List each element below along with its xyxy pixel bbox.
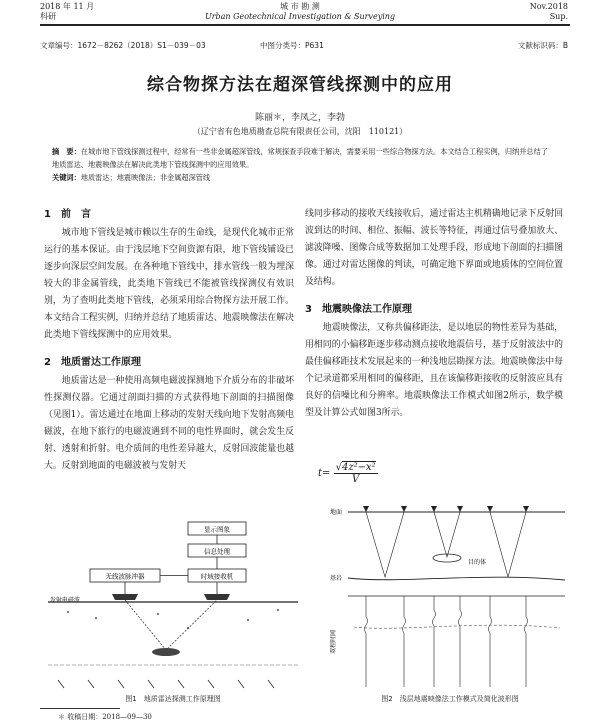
basement-interface — [348, 577, 565, 580]
header-journal-en: Urban Geotechnical Investigation & Surveying — [204, 12, 396, 21]
header-journal-cn: 城 市 勘 测 — [280, 2, 320, 11]
section-1-heading: 1 前 言 — [44, 209, 91, 220]
authors: 陈丽＊，李凤之，李勃 — [254, 113, 345, 123]
left-column — [44, 206, 294, 475]
section-2-heading: 2 地质雷达工作原理 — [44, 357, 141, 368]
basement-label: 基岩 — [330, 575, 343, 582]
section-1-body: 城市地下管线是城市赖以生存的生命线，是现代化城市正常运行的基本保证。由于浅层地下空间资源有限，地下管线铺设已逐步向深层空间发展。在各种地下管线中，排水管线一般为埋深较大的非金属管线，此类地下管线已不能被管线探测仪有效识别，为了查明此类地下管线，必须采用综合物探方法开展工作。本文结合工程实例，归纳并总结了地质雷达、地震映像法在解决此类地下管线探测中的应用效果。 — [44, 228, 294, 340]
formula-denominator: V — [352, 474, 360, 485]
transmitter-label: 无线波脉冲器 — [105, 572, 145, 581]
reflection-rays — [366, 512, 526, 577]
target-object — [152, 648, 180, 656]
signal-label: 信息处理 — [204, 547, 230, 556]
header-date-en: Nov.2018 — [529, 2, 568, 11]
tx-antenna — [112, 594, 138, 600]
footnote-rule — [40, 708, 120, 709]
figure-1-diagram — [48, 520, 298, 692]
received-date: ＊ 收稿日期：2018—09—30 — [58, 713, 152, 721]
section-2-body-continued: 线同步移动的接收天线接收后，通过雷达主机精确地记录下反射回波到达的时间、相位、振幅、波长等特征，再通过信号叠加放大、滤波降噪、图像合成等数据加工处理手段，形成地下剖面的扫描图像。通过对雷达图像的判读，可确定地下界面或地质体的空间位置及结构。 — [305, 209, 563, 287]
time-axis-label: 双程时间 — [330, 629, 337, 655]
header-section-cn: 科研 — [40, 12, 56, 21]
header-rule — [40, 24, 570, 26]
header-supp: Sup. — [549, 12, 568, 21]
formula-numerator: 4z²−x² — [341, 462, 376, 473]
abstract-label: 摘 要： — [52, 147, 81, 156]
section-3-body: 地震映像法，又称共偏移距法，是以地层的物性差异为基础，用相同的小偏移距逐步移动测点接收地震信号，基于反射波法中的最佳偏移距技术发展起来的一种浅地层勘探方法。地震映像法中每个记录道都采用相同的偏移距，且在该偏移距接收的反射波应具有良好的信噪比和分辨率。地震映像法工作模式如图2所示，数学模型及计算公式如图3所示。 — [305, 323, 563, 418]
layer-hatch — [58, 680, 274, 688]
formula: t= $\frac{\text{√4z²−x²}}{V}$ — [318, 462, 376, 485]
class-number: 中图分类号：P631 — [260, 41, 324, 50]
header-date-cn: 2018 年 11 月 — [40, 2, 95, 11]
section-2-body: 地质雷达是一种使用高频电磁波探测地下介质分布的非破坏性探测仪器。它通过剖面扫描的方式获得地下剖面的扫描图像（见图1）。雷达通过在地面上移动的发射天线向地下发射高频电磁波，在地下旅行的电磁波遇到不同的电性界面时，就会发生反射、透射和折射。电介质间的电性差异越大，反射回波能量也越大。反射到地面的电磁波被与发射天 — [44, 376, 294, 471]
figure-1-caption: 图1 地质雷达探测工作原理图 — [125, 695, 221, 703]
reflection-event — [354, 625, 560, 628]
ground-label: 地面 — [330, 509, 343, 516]
doc-code: 文献标识码：B — [517, 41, 568, 50]
affiliation: （辽宁省有色地质勘查总院有限责任公司，沈阳 110121） — [192, 127, 408, 136]
sensor-markers — [363, 506, 529, 512]
formula-lhs: t= — [318, 468, 331, 479]
keywords-label: 关键词： — [52, 173, 81, 182]
abstract-text: 在城市地下管线探测过程中，经常有一些非金属超深管线，常规探查手段难于解决，需要采用一些综合物探方法。本文结合工程实例，归纳并总结了地质雷达、地震映像法在解决此类地下管线探测中的应用效果。 — [52, 147, 548, 169]
abstract — [52, 145, 552, 184]
figure-2-diagram — [330, 502, 570, 692]
rx-antenna — [204, 594, 230, 600]
display-label: 显示图象 — [204, 525, 230, 534]
right-column — [305, 206, 563, 422]
ground-hatch — [67, 609, 279, 629]
section-3-heading: 3 地震映像法工作原理 — [305, 304, 412, 315]
seismic-traces — [365, 596, 528, 687]
figure-2-caption: 图2 浅层地震映像法工作模式及简化波形图 — [381, 695, 519, 703]
tx-antenna-label: 发射电磁波 — [50, 597, 81, 604]
target-label: 目的体 — [468, 559, 487, 566]
receiver-label: 时域接收机 — [200, 572, 234, 581]
article-title: 综合物探方法在超深管线探测中的应用 — [147, 75, 453, 95]
article-number: 文章编号：1672－8262（2018）S1－039－03 — [40, 41, 206, 50]
ray-path — [125, 600, 217, 650]
keywords-text: 地质雷达；地震映像法；非金属超深管线 — [80, 173, 211, 182]
